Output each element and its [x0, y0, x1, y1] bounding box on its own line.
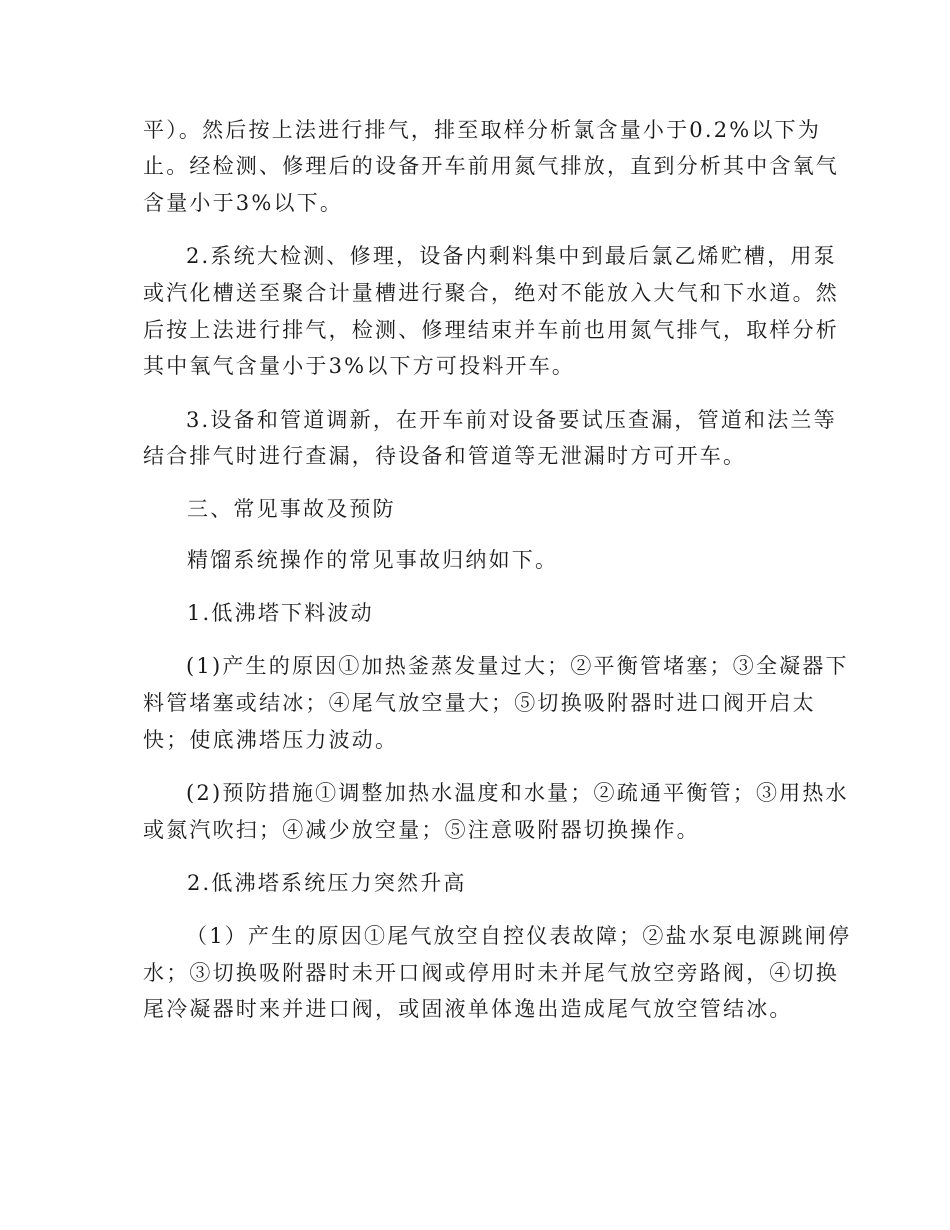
text-line: 后按上法进行排气，检测、修理结束并车前也用氮气排气，取样分析 — [143, 318, 839, 342]
text-line: 其中氧气含量小于3%以下方可投料开车。 — [143, 354, 576, 378]
subheading: 1.低沸塔下料波动 — [187, 601, 374, 625]
section-intro: 精馏系统操作的常见事故归纳如下。 — [187, 548, 559, 572]
text-line: 快；使底沸塔压力波动。 — [143, 728, 399, 752]
text-line: 水；③切换吸附器时未开口阀或停用时未并尾气放空旁路阀，④切换 — [143, 961, 839, 985]
text-line: 2.系统大检测、修理，设备内剩料集中到最后氯乙烯贮槽，用泵 — [186, 244, 837, 268]
text-line: 或氮汽吹扫；④减少放空量；⑤注意吸附器切换操作。 — [143, 818, 700, 842]
text-line: 止。经检测、修理后的设备开车前用氮气排放，直到分析其中含氧气 — [143, 154, 839, 178]
text-line: 或汽化槽送至聚合计量槽进行聚合，绝对不能放入大气和下水道。然 — [143, 281, 839, 305]
text-line: 平）。然后按上法进行排气，排至取样分析氯含量小于0.2%以下为 — [143, 118, 822, 142]
text-line: 料管堵塞或结冰；④尾气放空量大；⑤切换吸附器时进口阀开启太 — [143, 691, 816, 715]
text-line: 3.设备和管道调新，在开车前对设备要试压查漏，管道和法兰等 — [186, 408, 837, 432]
text-line: 结合排气时进行查漏，待设备和管道等无泄漏时方可开车。 — [143, 444, 747, 468]
subheading: 2.低沸塔系统压力突然升高 — [187, 871, 467, 895]
text-line: 含量小于3%以下。 — [143, 191, 344, 215]
text-line: 尾冷凝器时来并进口阀，或固液单体逸出造成尾气放空管结冰。 — [143, 997, 793, 1021]
section-heading: 三、常见事故及预防 — [187, 497, 396, 521]
text-line: （1）产生的原因①尾气放空自控仪表故障；②盐水泵电源跳闸停 — [186, 924, 852, 948]
text-line: (2)预防措施①调整加热水温度和水量；②疏通平衡管；③用热水 — [186, 781, 849, 805]
text-line: (1)产生的原因①加热釜蒸发量过大；②平衡管堵塞；③全凝器下 — [186, 654, 849, 678]
